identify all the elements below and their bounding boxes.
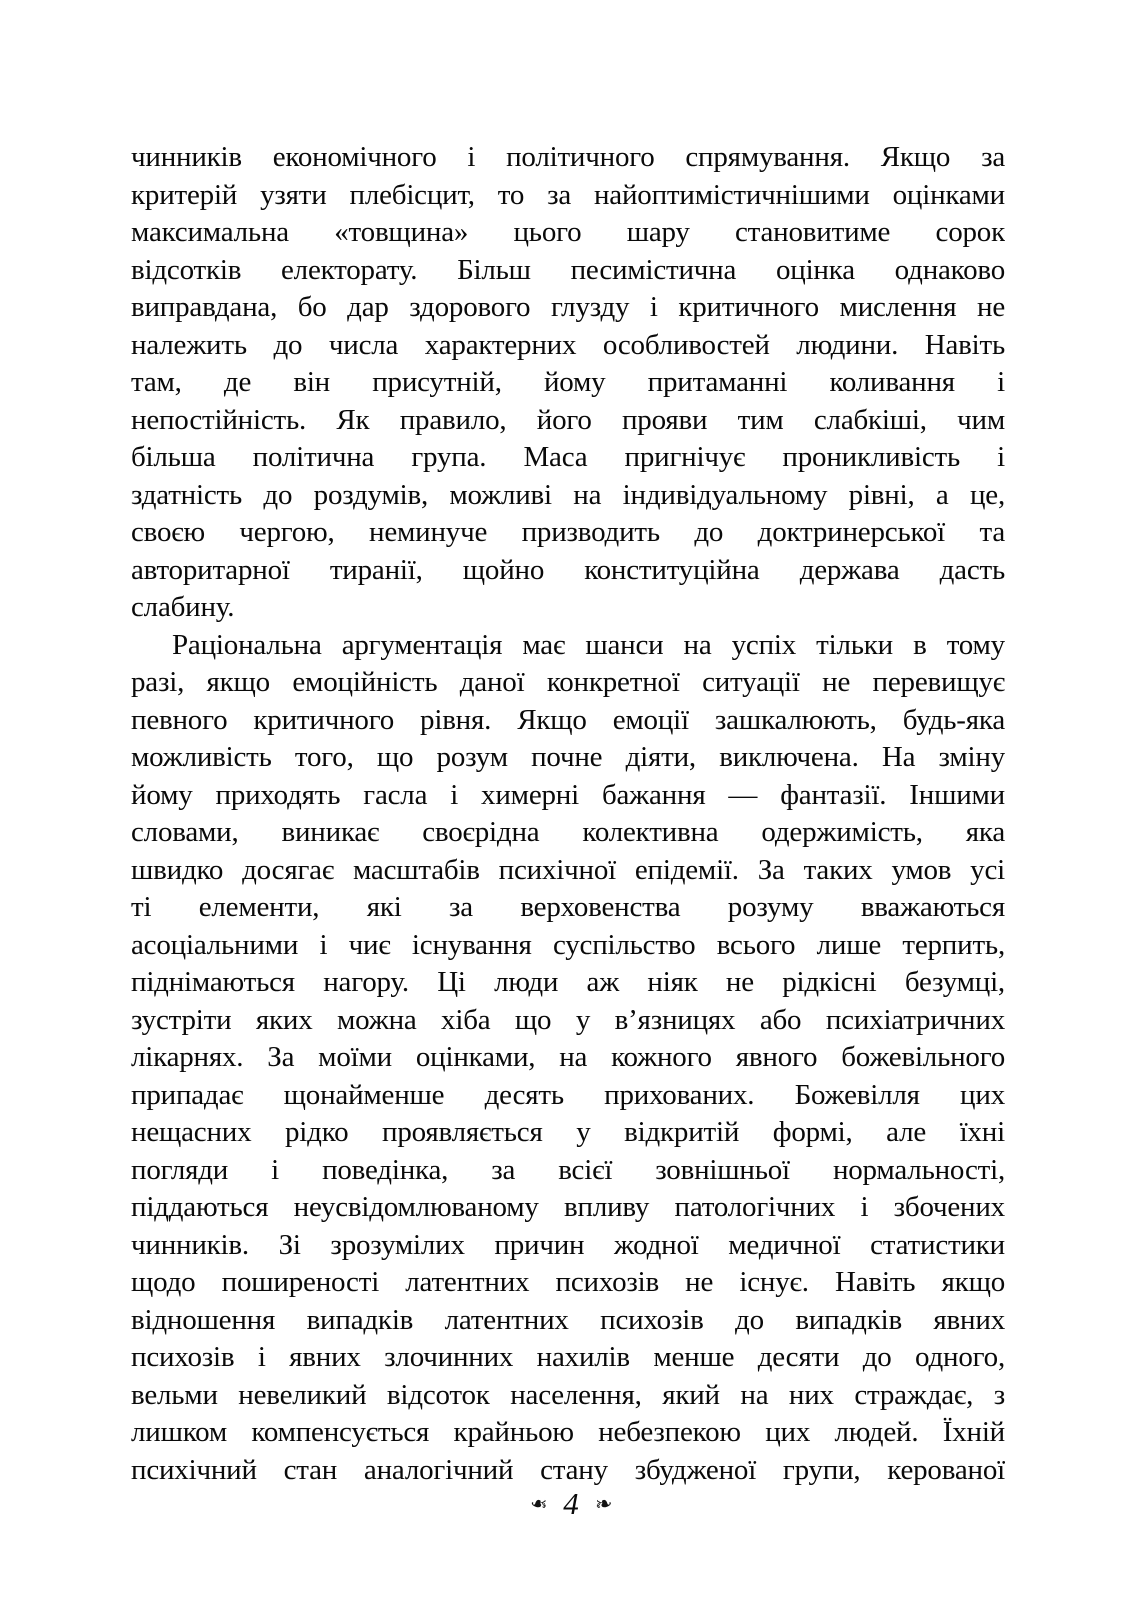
- text-line: швидко досягає масштабів психічної епідемії. За таких умов усі: [131, 853, 1005, 886]
- text-line: своєю чергою, неминуче призводить до доктринерської та: [131, 516, 1005, 548]
- text-line: нещасних рідко проявляється у відкритій формі, але їхні: [131, 1116, 1005, 1148]
- floral-ornament-right-icon: ❧: [593, 1490, 614, 1517]
- text-line: разі, якщо емоційність даної конкретної ситуації не перевищує: [131, 666, 1005, 698]
- page-footer: [0, 1482, 1142, 1526]
- text-line: асоціальними і чиє існування суспільство всього лише терпить,: [131, 928, 1005, 961]
- text-line: належить до числа характерних особливостей людини. Навіть: [131, 328, 1005, 361]
- text-line: психозів і явних злочинних нахилів менше десяти до одного,: [131, 1341, 1005, 1373]
- text-line: ті елементи, які за верховенства розуму вважаються: [131, 891, 1005, 923]
- text-line: слабину.: [131, 591, 235, 623]
- text-line: відношення випадків латентних психозів до випадків явних: [131, 1303, 1005, 1336]
- text-line: відсотків електорату. Більш песимістична оцінка однаково: [131, 253, 1005, 286]
- text-line: піднімаються нагору. Ці люди аж ніяк не рідкісні безумці,: [131, 966, 1005, 998]
- page-number: 4: [563, 1486, 579, 1521]
- text-line: непостійність. Як правило, його прояви тим слабкіші, чим: [131, 403, 1005, 436]
- paragraph: [131, 627, 1005, 1490]
- text-line: чинників. Зі зрозумілих причин жодної медичної статистики: [131, 1228, 1005, 1261]
- text-line: здатність до роздумів, можливі на індивідуальному рівні, а це,: [131, 478, 1005, 511]
- text-line: припадає щонайменше десять прихованих. Божевілля цих: [131, 1078, 1005, 1111]
- text-line: виправдана, бо дар здорового глузду і критичного мислення не: [131, 291, 1005, 323]
- text-line: погляди і поведінка, за всієї зовнішньої нормальності,: [131, 1153, 1005, 1186]
- text-line: критерій узяти плебісцит, то за найоптимістичнішими оцінками: [131, 178, 1005, 211]
- text-line: авторитарної тиранії, щойно конституційна держава дасть: [131, 553, 1005, 586]
- text-line: лишком компенсується крайньою небезпекою цих людей. Їхній: [131, 1416, 1005, 1448]
- text-line: там, де він присутній, йому притаманні коливання і: [131, 366, 1005, 398]
- text-line: можливість того, що розум почне діяти, виключена. На зміну: [131, 741, 1005, 773]
- text-line: словами, виникає своєрідна колективна одержимість, яка: [131, 816, 1005, 848]
- text-line: максимальна «товщина» цього шару становитиме сорок: [131, 216, 1005, 248]
- text-line: психічний стан аналогічний стану збудженої групи, керованої: [131, 1453, 1005, 1486]
- text-line: певного критичного рівня. Якщо емоції зашкалюють, будь-яка: [131, 703, 1005, 736]
- text-line: йому приходять гасла і химерні бажання — фантазії. Іншими: [131, 778, 1005, 811]
- text-line: піддаються неусвідомлюваному впливу патологічних і збочених: [131, 1191, 1005, 1223]
- text-line: зустріти яких можна хіба що у в’язницях або психіатричних: [131, 1003, 1005, 1036]
- text-line: щодо поширеності латентних психозів не існує. Навіть якщо: [131, 1266, 1005, 1298]
- text-line: Раціональна аргументація має шанси на успіх тільки в тому: [172, 628, 1005, 661]
- text-line: вельми невеликий відсоток населення, який на них страждає, з: [131, 1378, 1005, 1411]
- body-text: [131, 139, 1005, 1489]
- floral-ornament-left-icon: ❧: [528, 1490, 549, 1517]
- text-line: лікарнях. За моїми оцінками, на кожного явного божевільного: [131, 1041, 1005, 1073]
- text-line: більша політична група. Маса пригнічує проникливість і: [131, 441, 1005, 473]
- text-line: чинників економічного і політичного спрямування. Якщо за: [131, 141, 1005, 173]
- paragraph: [131, 139, 1005, 627]
